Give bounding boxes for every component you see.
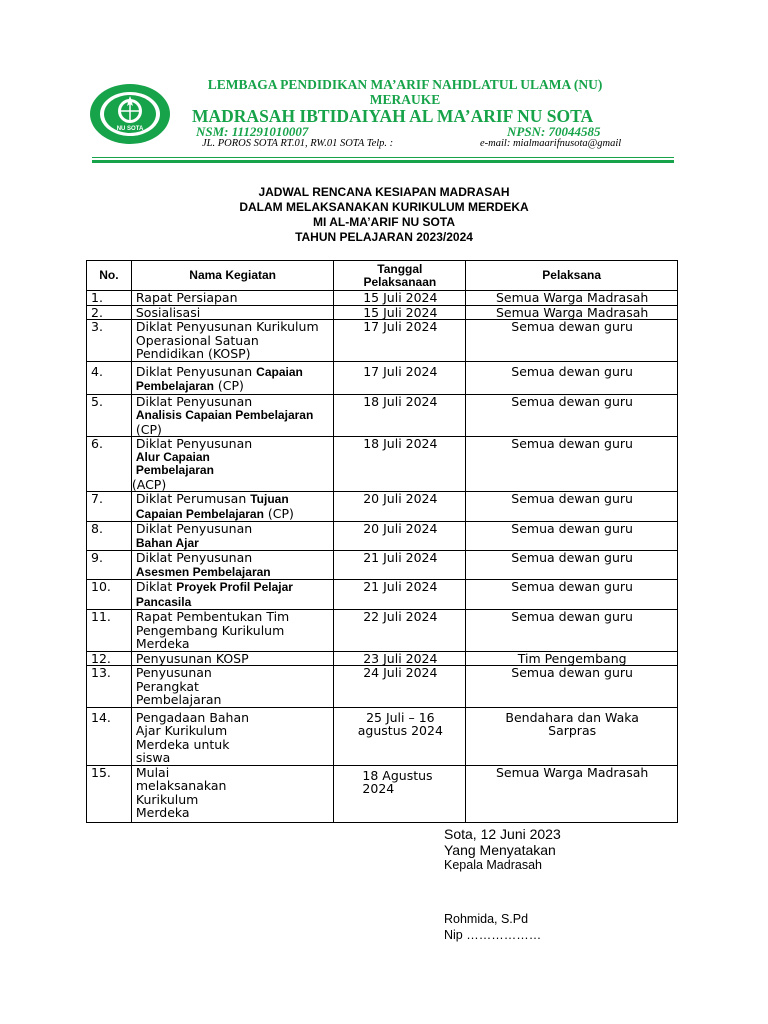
row-pelaksana: Semua dewan guru: [466, 361, 678, 394]
row-tanggal: 22 Juli 2024: [334, 610, 466, 652]
table-row: [87, 522, 678, 551]
schedule-table: [86, 260, 678, 823]
nsm-number: NSM: 111291010007: [196, 124, 309, 139]
table-row: [87, 492, 678, 522]
row-pelaksana: Semua dewan guru: [466, 394, 678, 437]
table-row: [87, 651, 678, 666]
school-name: MADRASAH IBTIDAIYAH AL MA’ARIF NU SOTA: [192, 106, 594, 126]
row-kegiatan: Rapat Pembentukan Tim Pengembang Kurikulum Merdeka: [131, 610, 334, 652]
table-row: [87, 765, 678, 822]
row-tanggal: 18 Agustus 2024: [334, 765, 466, 822]
row-tanggal: 20 Juli 2024: [334, 492, 466, 522]
row-no: 3.: [87, 320, 132, 362]
row-no: 14.: [87, 707, 132, 765]
title-line-3: MI AL-MA’ARIF NU SOTA: [313, 215, 455, 229]
row-tanggal: 25 Juli – 16 agustus 2024: [334, 707, 466, 765]
row-no: 13.: [87, 666, 132, 708]
header-tanggal: Tanggal Pelaksanaan: [334, 261, 466, 291]
header-no: No.: [87, 261, 132, 291]
row-no: 11.: [87, 610, 132, 652]
title-line-4: TAHUN PELAJARAN 2023/2024: [295, 230, 473, 244]
row-tanggal: 18 Juli 2024: [334, 437, 466, 492]
row-tanggal: 21 Juli 2024: [334, 551, 466, 580]
signature-place-date: Sota, 12 Juni 2023: [444, 826, 561, 842]
row-no: 12.: [87, 651, 132, 666]
row-pelaksana: Semua dewan guru: [466, 437, 678, 492]
row-tanggal: 15 Juli 2024: [334, 291, 466, 306]
header-pelaksana: Pelaksana: [466, 261, 678, 291]
title-line-1: JADWAL RENCANA KESIAPAN MADRASAH: [258, 185, 510, 199]
signatory-name: Rohmida, S.Pd: [444, 912, 529, 926]
row-kegiatan: Mulai melaksanakan Kurikulum Merdeka: [131, 765, 334, 822]
row-no: 8.: [87, 522, 132, 551]
row-pelaksana: Bendahara dan Waka Sarpras: [466, 707, 678, 765]
row-no: 7.: [87, 492, 132, 522]
header-divider-thick: [92, 160, 674, 163]
header-divider-thin: [92, 157, 674, 158]
row-pelaksana: Semua dewan guru: [466, 320, 678, 362]
signature-stated-by: Yang Menyatakan: [444, 842, 556, 858]
row-tanggal: 20 Juli 2024: [334, 522, 466, 551]
row-no: 1.: [87, 291, 132, 306]
title-line-2: DALAM MELAKSANAKAN KURIKULUM MERDEKA: [239, 200, 529, 214]
row-pelaksana: Semua dewan guru: [466, 666, 678, 708]
signatory-nip: Nip ………………: [444, 928, 542, 942]
table-header-row: [87, 261, 678, 291]
row-pelaksana: Semua dewan guru: [466, 551, 678, 580]
npsn-number: NPSN: 70044585: [507, 124, 601, 139]
row-tanggal: 21 Juli 2024: [334, 580, 466, 610]
table-row: [87, 666, 678, 708]
table-row: [87, 610, 678, 652]
row-kegiatan: Sosialisasi: [131, 305, 334, 320]
row-kegiatan: Diklat Penyusunan Bahan Ajar: [131, 522, 334, 551]
table-row: [87, 305, 678, 320]
row-kegiatan: Diklat Penyusunan Analisis Capaian Pembelajaran (CP): [131, 394, 334, 437]
signature-position: Kepala Madrasah: [444, 858, 542, 872]
table-row: [87, 291, 678, 306]
row-no: 15.: [87, 765, 132, 822]
row-no: 4.: [87, 361, 132, 394]
row-pelaksana: Semua dewan guru: [466, 610, 678, 652]
table-row: [87, 437, 678, 492]
row-pelaksana: Semua dewan guru: [466, 580, 678, 610]
table-row: [87, 580, 678, 610]
institution-name: LEMBAGA PENDIDIKAN MA’ARIF NAHDLATUL ULAMA (NU): [207, 77, 603, 92]
row-tanggal: 24 Juli 2024: [334, 666, 466, 708]
row-pelaksana: Tim Pengembang: [466, 651, 678, 666]
row-kegiatan: Penyusunan Perangkat Pembelajaran: [131, 666, 334, 708]
school-address: JL. POROS SOTA RT.01, RW.01 SOTA Telp. :: [202, 138, 394, 149]
row-tanggal: 17 Juli 2024: [334, 320, 466, 362]
row-tanggal: 18 Juli 2024: [334, 394, 466, 437]
svg-text:NU SOTA: NU SOTA: [116, 126, 144, 132]
row-kegiatan: Rapat Persiapan: [131, 291, 334, 306]
row-pelaksana: Semua dewan guru: [466, 492, 678, 522]
institution-region: MERAUKE: [369, 92, 441, 107]
school-email: e-mail: mialmaarifnusota@gmail: [480, 138, 622, 149]
row-kegiatan: Diklat Penyusunan Alur Capaian Pembelajaran (ACP): [131, 437, 334, 492]
row-no: 6.: [87, 437, 132, 492]
header-kegiatan: Nama Kegiatan: [131, 261, 334, 291]
row-no: 9.: [87, 551, 132, 580]
table-row: [87, 320, 678, 362]
row-pelaksana: Semua Warga Madrasah: [466, 291, 678, 306]
row-tanggal: 17 Juli 2024: [334, 361, 466, 394]
row-pelaksana: Semua Warga Madrasah: [466, 305, 678, 320]
row-no: 10.: [87, 580, 132, 610]
row-tanggal: 15 Juli 2024: [334, 305, 466, 320]
row-no: 2.: [87, 305, 132, 320]
table-row: [87, 551, 678, 580]
row-kegiatan: Diklat Penyusunan Capaian Pembelajaran (CP): [131, 361, 334, 394]
row-kegiatan: Diklat Penyusunan Kurikulum Operasional Satuan Pendidikan (KOSP): [131, 320, 334, 362]
row-kegiatan: Penyusunan KOSP: [131, 651, 334, 666]
row-pelaksana: Semua Warga Madrasah: [466, 765, 678, 822]
row-tanggal: 23 Juli 2024: [334, 651, 466, 666]
row-pelaksana: Semua dewan guru: [466, 522, 678, 551]
row-no: 5.: [87, 394, 132, 437]
table-row: [87, 707, 678, 765]
row-kegiatan: Diklat Proyek Profil Pelajar Pancasila: [131, 580, 334, 610]
table-row: [87, 361, 678, 394]
row-kegiatan: Diklat Perumusan Tujuan Capaian Pembelajaran (CP): [131, 492, 334, 522]
table-row: [87, 394, 678, 437]
row-kegiatan: Diklat Penyusunan Asesmen Pembelajaran: [131, 551, 334, 580]
row-kegiatan: Pengadaan Bahan Ajar Kurikulum Merdeka untuk siswa: [131, 707, 334, 765]
document-title: [150, 185, 618, 245]
